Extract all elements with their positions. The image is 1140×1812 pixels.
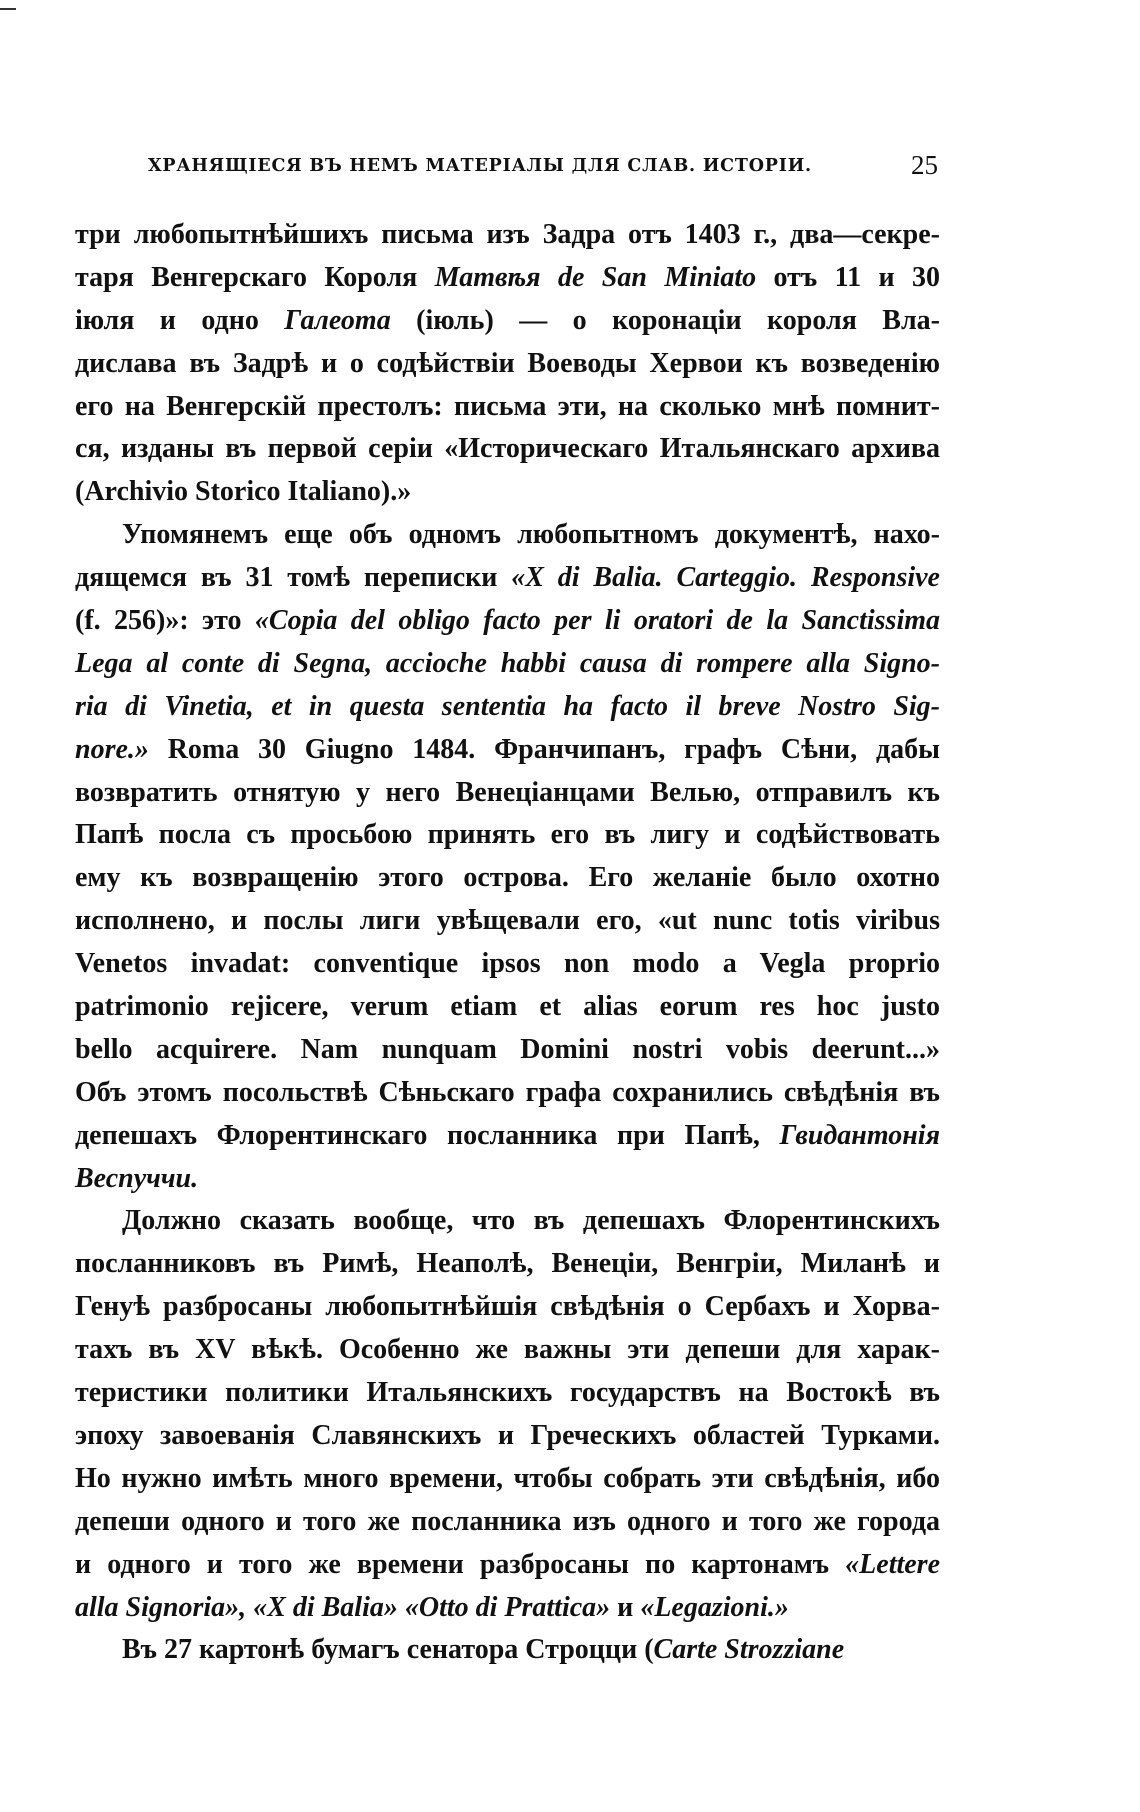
italic-text-run: Матвѣя de San Miniato (434, 261, 757, 293)
text-run: іюля и одно (75, 304, 285, 336)
text-run: (Archivio Storico Italiano).» (75, 476, 412, 508)
text-line (75, 1372, 940, 1415)
text-run: Папѣ посла съ просьбою принять его въ лигу и содѣйствовать (75, 819, 940, 851)
text-run: теристики политики Итальянскихъ государствъ на Востокѣ въ (75, 1377, 940, 1409)
text-run: дящемся въ 31 томѣ переписки (75, 562, 512, 594)
italic-text-run: nore.» (75, 733, 149, 765)
text-line (75, 557, 940, 600)
text-run: эпоху завоеванія Славянскихъ и Греческихъ областей Турками. (75, 1419, 940, 1451)
text-run: Упомянемъ еще объ одномъ любопытномъ документѣ, нахо- (122, 519, 940, 551)
italic-text-run: Веспуччи. (75, 1162, 199, 1194)
text-line (75, 343, 940, 386)
text-line (75, 1544, 940, 1587)
text-run: отъ 11 и 30 (756, 261, 940, 293)
italic-text-run: Carte Strozziane (653, 1634, 845, 1666)
text-run: и одного и того же времени разбросаны по картонамъ (75, 1548, 846, 1580)
italic-text-run: Lega al conte di Segna, accioche habbi causa di rompere alla Signo- (75, 647, 940, 679)
text-line (75, 772, 940, 815)
italic-text-run: alla Signoria», «X di Balia» «Otto di Prattica» (75, 1591, 611, 1623)
text-line (75, 1587, 940, 1630)
text-line (75, 1329, 940, 1372)
text-line (75, 900, 940, 943)
italic-text-run: «X di Balia. Carteggio. Responsive (511, 562, 940, 594)
page-number: 25 (911, 150, 938, 180)
text-run: patrimonio rejicere, verum etiam et alias eorum res hoc justo (75, 991, 940, 1023)
text-line (75, 814, 940, 857)
text-line (75, 428, 940, 471)
text-line (75, 1243, 940, 1286)
text-line (75, 986, 940, 1029)
text-line (75, 300, 940, 343)
text-line (75, 1200, 940, 1243)
text-line (75, 214, 940, 257)
italic-text-run: Галеота (284, 304, 391, 336)
text-run: ся, изданы въ первой серіи «Историческаго Итальянскаго архива (75, 433, 940, 465)
running-header (148, 152, 938, 186)
text-run: тахъ въ XV вѣкѣ. Особенно же важны эти депеши для харак- (75, 1334, 940, 1366)
text-line (75, 386, 940, 429)
text-line (75, 686, 940, 729)
text-line (75, 1458, 940, 1501)
running-title: ХРАНЯЩІЕСЯ ВЪ НЕМЪ МАТЕРІАЛЫ ДЛЯ СЛАВ. ИСТОРІИ. (148, 156, 812, 176)
text-run: (іюль) — о коронаціи короля Вла- (390, 304, 940, 336)
text-line (75, 1286, 940, 1329)
italic-text-run: «Legazioni.» (640, 1591, 789, 1623)
italic-text-run: «Copia del obligo facto per li oratori de la Sanctissima (254, 605, 940, 637)
text-run: посланниковъ въ Римѣ, Неаполѣ, Венеціи, Венгріи, Миланѣ и (75, 1248, 940, 1280)
text-run: возвратить отнятую у него Венеціанцами Велью, отправилъ къ (75, 776, 940, 808)
text-run: депеши одного и того же посланника изъ одного и того же города (75, 1505, 940, 1537)
text-run: Venetos invadat: conventique ipsos non modo a Vegla proprio (75, 948, 940, 980)
italic-text-run: «Lettere (845, 1548, 940, 1580)
text-run: Должно сказать вообще, что въ депешахъ Флорентинскихъ (122, 1205, 940, 1237)
text-run: депешахъ Флорентинскаго посланника при Папѣ, (75, 1119, 780, 1151)
text-run: дислава въ Задрѣ и о содѣйствіи Воеводы Хервои къ возведенію (75, 347, 940, 379)
text-line (75, 600, 940, 643)
text-run: три любопытнѣйшихъ письма изъ Задра отъ 1403 г., два—секре- (75, 219, 940, 250)
text-run: Но нужно имѣть много времени, чтобы собрать эти свѣдѣнія, ибо (75, 1462, 940, 1494)
edge-mark (0, 8, 16, 10)
text-line (75, 1029, 940, 1072)
text-run: исполнено, и послы лиги увѣщевали его, «ut nunc totis viribus (75, 905, 940, 937)
text-run: и (610, 1591, 641, 1623)
text-line (75, 257, 940, 300)
text-line (75, 643, 940, 686)
text-run: ему къ возвращенію этого острова. Его желаніе было охотно (75, 862, 940, 894)
text-run: Объ этомъ посольствѣ Сѣньскаго графа сохранились свѣдѣнія въ (75, 1076, 940, 1108)
text-line (75, 1115, 940, 1158)
text-run: Въ 27 картонѣ бумагъ сенатора Строцци ( (122, 1634, 654, 1666)
text-line (75, 729, 940, 772)
body-text (75, 214, 940, 1672)
text-line (75, 857, 940, 900)
text-line (75, 471, 940, 514)
italic-text-run: Гвидантонія (779, 1119, 940, 1151)
text-run: его на Венгерскій престолъ: письма эти, на сколько мнѣ помнит- (75, 390, 940, 422)
text-line (75, 1072, 940, 1115)
text-line (75, 514, 940, 557)
text-line (75, 1629, 940, 1672)
text-line (75, 1415, 940, 1458)
text-line (75, 1501, 940, 1544)
text-line (75, 1158, 940, 1201)
italic-text-run: ria di Vinetia, et in questa sententia ha facto il breve Nostro Sig- (75, 690, 940, 722)
text-run: Roma 30 Giugno 1484. Франчипанъ, графъ Сѣни, дабы (148, 733, 940, 765)
text-run: (f. 256)»: это (75, 605, 255, 637)
text-run: Генуѣ разбросаны любопытнѣйшія свѣдѣнія о Сербахъ и Хорва- (75, 1291, 940, 1323)
text-run: таря Венгерскаго Короля (75, 261, 435, 293)
text-line (75, 943, 940, 986)
text-run: bello acquirere. Nam nunquam Domini nostri vobis deerunt...» (75, 1033, 940, 1065)
